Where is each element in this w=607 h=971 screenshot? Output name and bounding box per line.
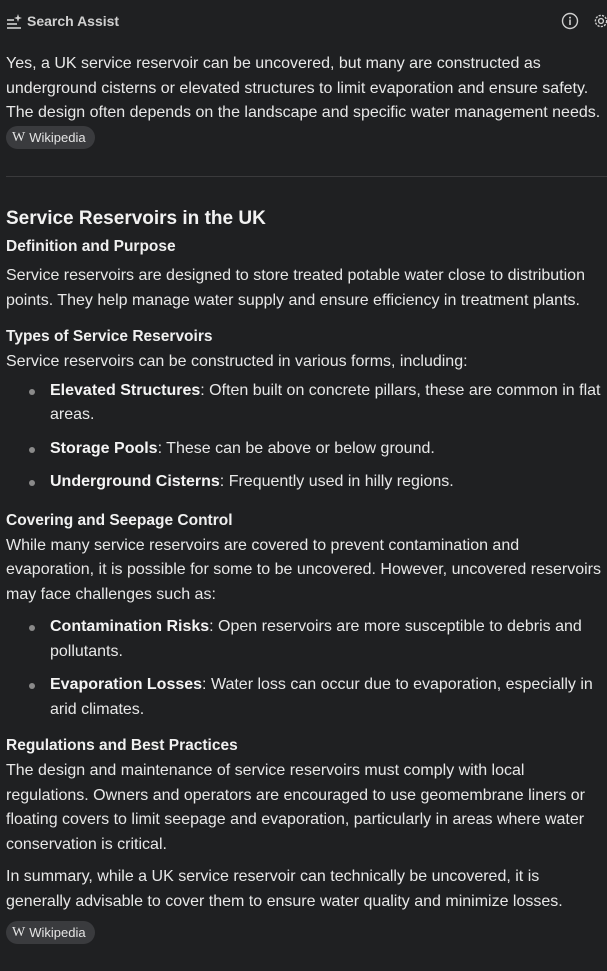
- list-item: [50, 615, 601, 664]
- list-item-desc: : Frequently used in hilly regions.: [219, 473, 454, 490]
- section-text: Service reservoirs are designed to store treated potable water close to distribution points. They help manage water supply and ensure efficiency in treatment plants.: [6, 267, 585, 309]
- list-item-term: Contamination Risks: [50, 618, 210, 635]
- list-item: [50, 470, 601, 495]
- wikipedia-icon: W: [12, 925, 26, 941]
- list-item-desc: : Often built on concrete pillars, these are common in flat areas.: [50, 381, 601, 423]
- intro-text: Yes, a UK service reservoir can be uncovered, but many are constructed as underground cisterns or elevated structures to limit evaporation and ensure safety. The design often depends on the landscape and specific water management needs.: [6, 55, 601, 121]
- intro-paragraph: [6, 52, 601, 150]
- bullet-list: [6, 615, 601, 722]
- section-text: The design and maintenance of service reservoirs must comply with local regulations. Owners and operators are encouraged to use geomembrane liners or floating covers to limit seepage and evaporation, particularly in areas where water conservation is critical.: [6, 762, 585, 853]
- source-chip-wikipedia[interactable]: [6, 126, 95, 149]
- list-item-desc: : Open reservoirs are more susceptible to debris and pollutants.: [50, 618, 582, 660]
- bullet-list: [6, 379, 601, 495]
- section-heading: Types of Service Reservoirs: [6, 328, 213, 345]
- answer-content: [0, 52, 607, 946]
- section-heading: Regulations and Best Practices: [6, 737, 238, 754]
- source-chip-label: Wikipedia: [29, 925, 86, 941]
- list-item-term: Underground Cisterns: [50, 473, 220, 490]
- answer-title: Service Reservoirs in the UK: [6, 208, 266, 229]
- source-chip-label: Wikipedia: [29, 129, 86, 145]
- sparkle-icon: [6, 13, 23, 30]
- info-icon[interactable]: [561, 12, 579, 30]
- list-item: [50, 437, 601, 462]
- section-text: Service reservoirs can be constructed in various forms, including:: [6, 353, 468, 370]
- section-divider: [6, 176, 607, 177]
- section-heading: Covering and Seepage Control: [6, 511, 233, 529]
- list-item-desc: : Water loss can occur due to evaporation, especially in arid climates.: [50, 676, 593, 718]
- list-item: [50, 379, 601, 428]
- section-heading: Definition and Purpose: [6, 238, 176, 255]
- panel-title: Search Assist: [27, 13, 120, 29]
- list-item-term: Elevated Structures: [50, 381, 201, 399]
- section-text: While many service reservoirs are covered to prevent contamination and evaporation, it is possible for some to be uncovered. However, uncovered reservoirs may face challenges such as:: [6, 536, 601, 603]
- list-item: [50, 673, 601, 722]
- list-item-term: Storage Pools: [50, 439, 158, 457]
- panel-header: [0, 0, 607, 42]
- list-item-desc: : These can be above or below ground.: [157, 439, 435, 457]
- summary-text: In summary, while a UK service reservoir can technically be uncovered, it is generally advisable to cover them to ensure water quality and minimize losses.: [6, 868, 563, 910]
- list-item-term: Evaporation Losses: [50, 676, 203, 693]
- gear-icon[interactable]: [592, 12, 607, 30]
- source-chip-wikipedia[interactable]: [6, 921, 95, 944]
- wikipedia-icon: W: [12, 129, 26, 145]
